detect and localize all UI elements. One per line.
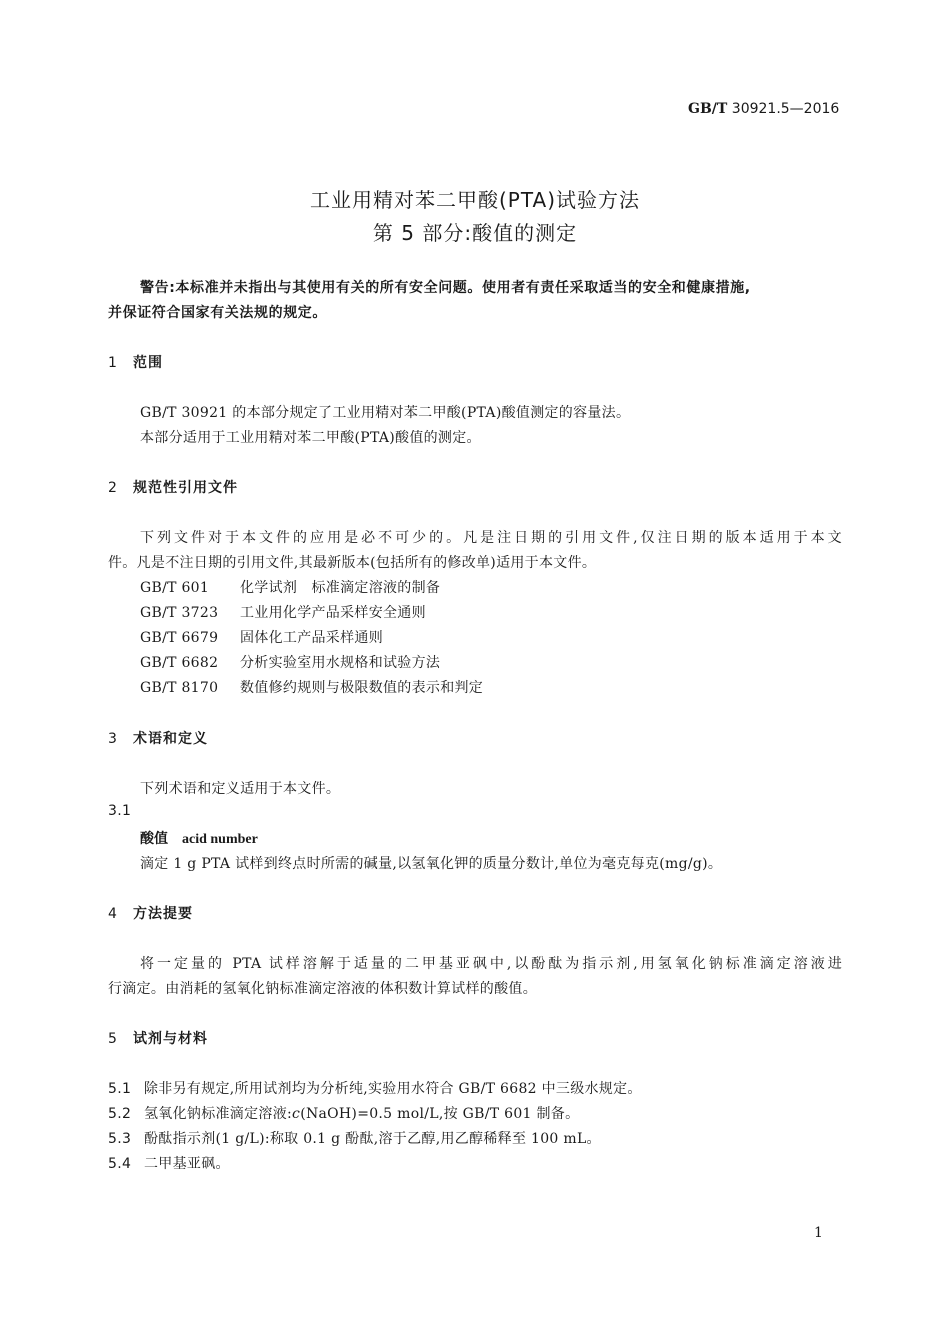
terms-intro: 下列术语和定义适用于本文件。: [140, 781, 341, 797]
standard-prefix: GB/T: [688, 101, 728, 117]
reference-title: 工业用化学产品采样安全通则: [240, 605, 426, 621]
clause-number: 5.4: [108, 1156, 132, 1172]
section-number: 2: [108, 480, 118, 496]
reference-item: [140, 627, 383, 647]
method-summary-line2: 行滴定。由消耗的氢氧化钠标准滴定溶液的体积数计算试样的酸值。: [108, 981, 537, 997]
section-title: 范围: [133, 355, 163, 371]
reagent-item: [108, 1078, 642, 1098]
term-number: 3.1: [108, 803, 132, 819]
document-title-line2: 第 5 部分:酸值的测定: [372, 221, 578, 245]
term-chinese: 酸值: [140, 831, 168, 847]
page-number: 1: [814, 1225, 823, 1241]
section-1-heading: [108, 352, 163, 372]
section-number: 1: [108, 355, 118, 371]
clause-text-suffix: (NaOH)=0.5 mol/L,按 GB/T 601 制备。: [300, 1106, 580, 1122]
method-summary-line1: 将一定量的 PTA 试样溶解于适量的二甲基亚砜中,以酚酞为指示剂,用氢氧化钠标准滴定溶液进: [140, 956, 842, 972]
reagent-item: [108, 1153, 230, 1173]
reference-code: GB/T 6682: [140, 655, 219, 671]
section-number: 5: [108, 1031, 118, 1047]
section-3-heading: [108, 728, 208, 748]
reagent-item: [108, 1128, 601, 1148]
scope-paragraph-1: GB/T 30921 的本部分规定了工业用精对苯二甲酸(PTA)酸值测定的容量法。: [140, 405, 631, 421]
reference-title: 固体化工产品采样通则: [240, 630, 383, 646]
document-title-line1: 工业用精对苯二甲酸(PTA)试验方法: [309, 188, 640, 212]
reference-title: 分析实验室用水规格和试验方法: [240, 655, 441, 671]
term-english: acid number: [182, 832, 258, 847]
reference-title: 化学试剂 标准滴定溶液的制备: [240, 580, 441, 596]
reference-item: [140, 677, 483, 697]
clause-number: 5.1: [108, 1081, 132, 1097]
clause-text: 二甲基亚砜。: [144, 1156, 230, 1172]
refs-intro-line1: 下列文件对于本文件的应用是必不可少的。凡是注日期的引用文件,仅注日期的版本适用于本文: [140, 530, 842, 546]
refs-intro-line2: 件。凡是不注日期的引用文件,其最新版本(包括所有的修改单)适用于本文件。: [108, 555, 597, 571]
scope-paragraph-2: 本部分适用于工业用精对苯二甲酸(PTA)酸值的测定。: [140, 430, 481, 446]
clause-number: 5.3: [108, 1131, 132, 1147]
section-title: 规范性引用文件: [133, 480, 238, 496]
section-title: 试剂与材料: [133, 1031, 208, 1047]
reference-item: [140, 652, 440, 672]
clause-text: 除非另有规定,所用试剂均为分析纯,实验用水符合 GB/T 6682 中三级水规定。: [144, 1081, 642, 1097]
reagent-item: [108, 1103, 579, 1123]
reference-code: GB/T 8170: [140, 680, 219, 696]
clause-text-prefix: 氢氧化钠标准滴定溶液:: [144, 1106, 293, 1122]
section-number: 3: [108, 731, 118, 747]
section-5-heading: [108, 1028, 208, 1048]
term-entry: [140, 828, 258, 848]
reference-item: [140, 577, 440, 597]
section-4-heading: [108, 903, 193, 923]
reference-code: GB/T 3723: [140, 605, 219, 621]
concentration-symbol: c: [292, 1106, 301, 1122]
reference-item: [140, 602, 426, 622]
clause-number: 5.2: [108, 1106, 132, 1122]
section-number: 4: [108, 906, 118, 922]
reference-code: GB/T 601: [140, 580, 210, 596]
section-2-heading: [108, 477, 238, 497]
reference-code: GB/T 6679: [140, 630, 219, 646]
term-definition: 滴定 1 g PTA 试样到终点时所需的碱量,以氢氧化钾的质量分数计,单位为毫克每克(mg/g)。: [140, 856, 723, 872]
warning-line2: 并保证符合国家有关法规的规定。: [108, 305, 327, 321]
warning-line1: 警告:本标准并未指出与其使用有关的所有安全问题。使用者有责任采取适当的安全和健康措施,: [140, 280, 751, 296]
standard-id: [688, 101, 839, 117]
clause-text: 酚酞指示剂(1 g/L):称取 0.1 g 酚酞,溶于乙醇,用乙醇稀释至 100 mL。: [144, 1131, 601, 1147]
reference-title: 数值修约规则与极限数值的表示和判定: [240, 680, 484, 696]
section-title: 方法提要: [133, 906, 193, 922]
section-title: 术语和定义: [133, 731, 208, 747]
standard-number: 30921.5—2016: [731, 101, 840, 117]
